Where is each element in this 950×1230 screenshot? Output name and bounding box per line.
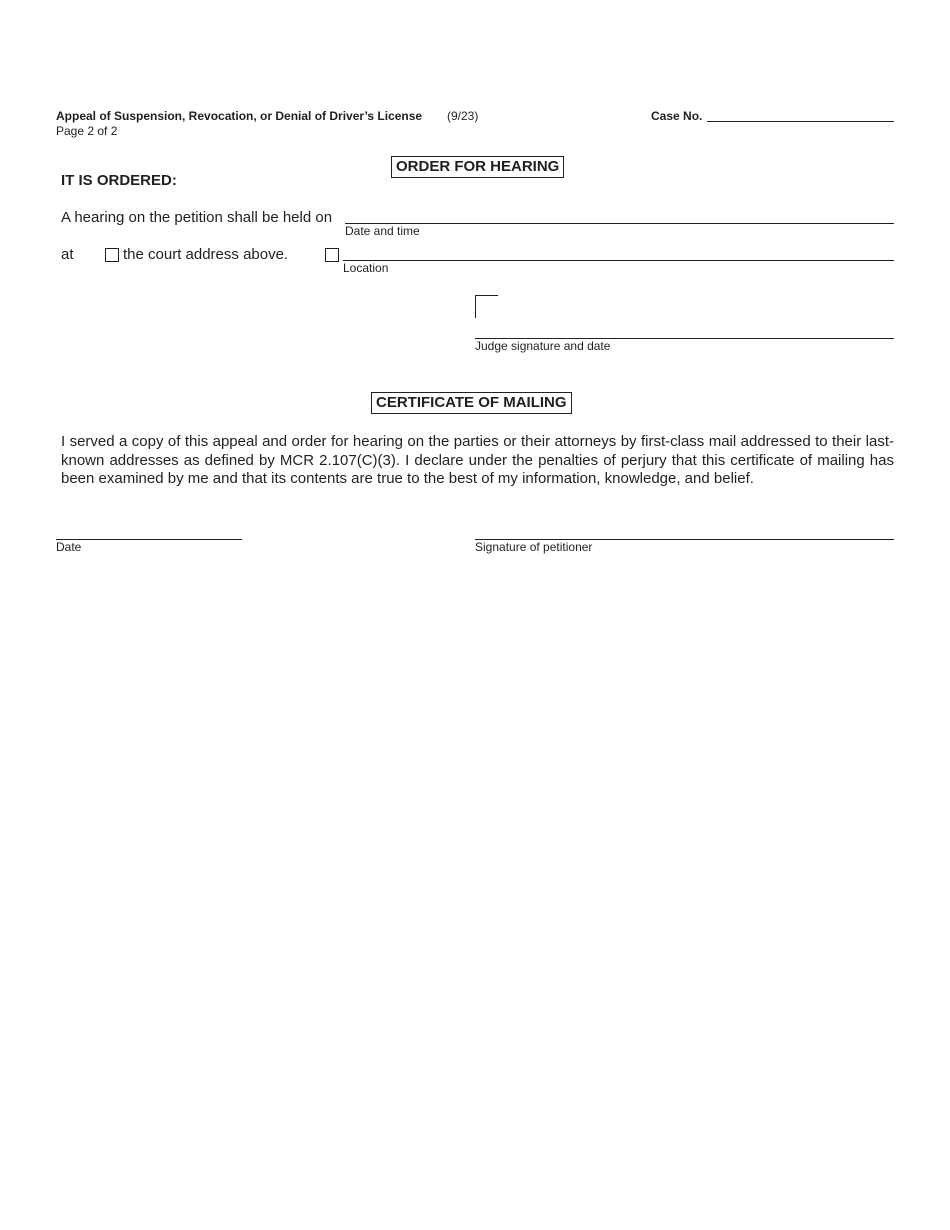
form-title: Appeal of Suspension, Revocation, or Denial of Driver’s License bbox=[56, 109, 423, 123]
court-address-checkbox[interactable] bbox=[105, 248, 119, 262]
certificate-statement: I served a copy of this appeal and order for hearing on the parties or their attorneys by first-class mail addressed to their last-known addresses as defined by MCR 2.107(C)(3). I declare under the penalties of perjury that this certificate of mailing has been examined by me and that its contents are true to the best of my information, knowledge, and belief. bbox=[61, 433, 894, 487]
date-field[interactable] bbox=[56, 539, 242, 540]
other-location-checkbox[interactable] bbox=[325, 248, 339, 262]
hearing-text: A hearing on the petition shall be held on bbox=[61, 209, 333, 226]
date-caption: Date bbox=[56, 540, 82, 554]
page-number: Page 2 of 2 bbox=[56, 124, 118, 138]
case-no-field[interactable] bbox=[707, 121, 894, 122]
location-caption: Location bbox=[343, 261, 389, 275]
seal-corner-mark bbox=[475, 295, 498, 318]
petitioner-signature-caption: Signature of petitioner bbox=[475, 540, 593, 554]
location-field[interactable] bbox=[343, 260, 894, 261]
it-is-ordered-heading: IT IS ORDERED: bbox=[61, 172, 177, 189]
date-time-caption: Date and time bbox=[345, 224, 420, 238]
form-revision: (9/23) bbox=[447, 109, 479, 123]
order-for-hearing-title: ORDER FOR HEARING bbox=[391, 156, 564, 178]
court-address-label: the court address above. bbox=[123, 246, 289, 263]
certificate-of-mailing-title: CERTIFICATE OF MAILING bbox=[371, 392, 572, 414]
judge-signature-caption: Judge signature and date bbox=[475, 339, 611, 353]
case-no-label: Case No. bbox=[651, 109, 703, 123]
date-time-field[interactable] bbox=[345, 223, 894, 224]
at-label: at bbox=[61, 246, 74, 263]
